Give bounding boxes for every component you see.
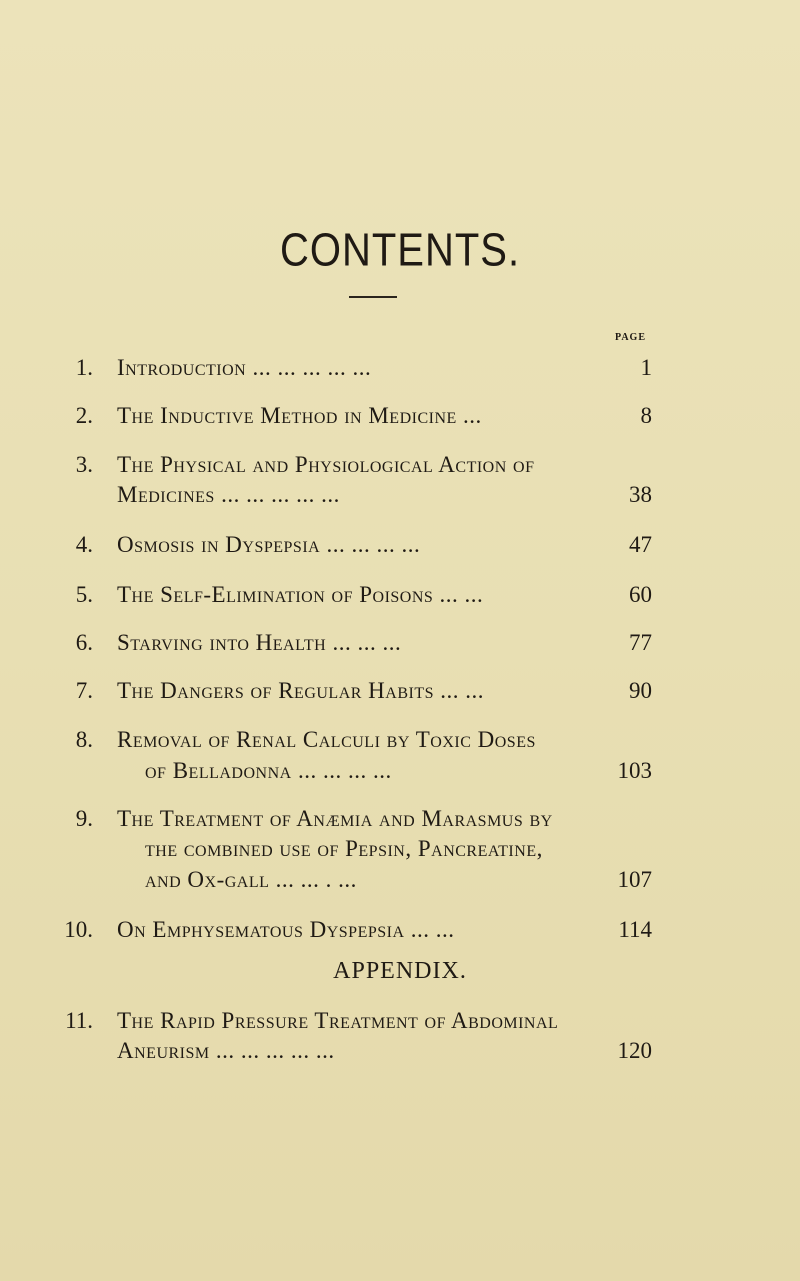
- entry-page: 77: [629, 630, 652, 655]
- entry-title: Introduction ... ... ... ... ...: [117, 355, 372, 380]
- entry-page: 114: [618, 917, 652, 942]
- entry-number: 4.: [75, 532, 93, 557]
- entry-number: 9.: [75, 806, 93, 831]
- entry-number: 3.: [75, 452, 93, 477]
- entry-title-continued: and Ox-gall ... ... . ...: [145, 867, 357, 892]
- entry-title: The Inductive Method in Medicine ...: [117, 403, 482, 428]
- entry-number: 2.: [75, 403, 93, 428]
- entry-title-continued: of Belladonna ... ... ... ...: [145, 758, 392, 783]
- page-column-header: PAGE: [614, 332, 646, 343]
- entry-number: 10.: [64, 917, 93, 942]
- entry-title: On Emphysematous Dyspepsia ... ...: [117, 917, 455, 942]
- entry-number: 6.: [75, 630, 93, 655]
- entry-page: 90: [629, 678, 652, 703]
- entry-number: 5.: [75, 582, 93, 607]
- entry-title: The Treatment of Anæmia and Marasmus by: [117, 806, 553, 831]
- entry-number: 11.: [65, 1008, 93, 1033]
- entry-page: 47: [629, 532, 652, 557]
- title-rule: [349, 296, 397, 298]
- entry-page: 60: [629, 582, 652, 607]
- entry-page: 8: [640, 403, 652, 428]
- entry-title: Starving into Health ... ... ...: [117, 630, 402, 655]
- entry-title: The Rapid Pressure Treatment of Abdominal: [117, 1008, 559, 1033]
- entry-number: 1.: [75, 355, 93, 380]
- page-title: CONTENTS.: [279, 225, 521, 276]
- entry-page: 1: [640, 355, 652, 380]
- entry-title-continued: Medicines ... ... ... ... ...: [117, 482, 340, 507]
- entry-title: Removal of Renal Calculi by Toxic Doses: [117, 727, 536, 752]
- entry-title: The Dangers of Regular Habits ... ...: [117, 678, 485, 703]
- entry-page: 103: [617, 758, 652, 783]
- entry-page: 120: [617, 1038, 652, 1063]
- entry-title: The Self-Elimination of Poisons ... ...: [117, 582, 484, 607]
- entry-title: Osmosis in Dyspepsia ... ... ... ...: [117, 532, 421, 557]
- entry-page: 107: [617, 867, 652, 892]
- entry-title-continued: Aneurism ... ... ... ... ...: [117, 1038, 335, 1063]
- entry-title: The Physical and Physiological Action of: [117, 452, 535, 477]
- appendix-heading: APPENDIX.: [333, 958, 467, 984]
- entry-title-continued: the combined use of Pepsin, Pancreatine,: [145, 836, 543, 861]
- entry-number: 7.: [75, 678, 93, 703]
- entry-page: 38: [629, 482, 652, 507]
- entry-number: 8.: [75, 727, 93, 752]
